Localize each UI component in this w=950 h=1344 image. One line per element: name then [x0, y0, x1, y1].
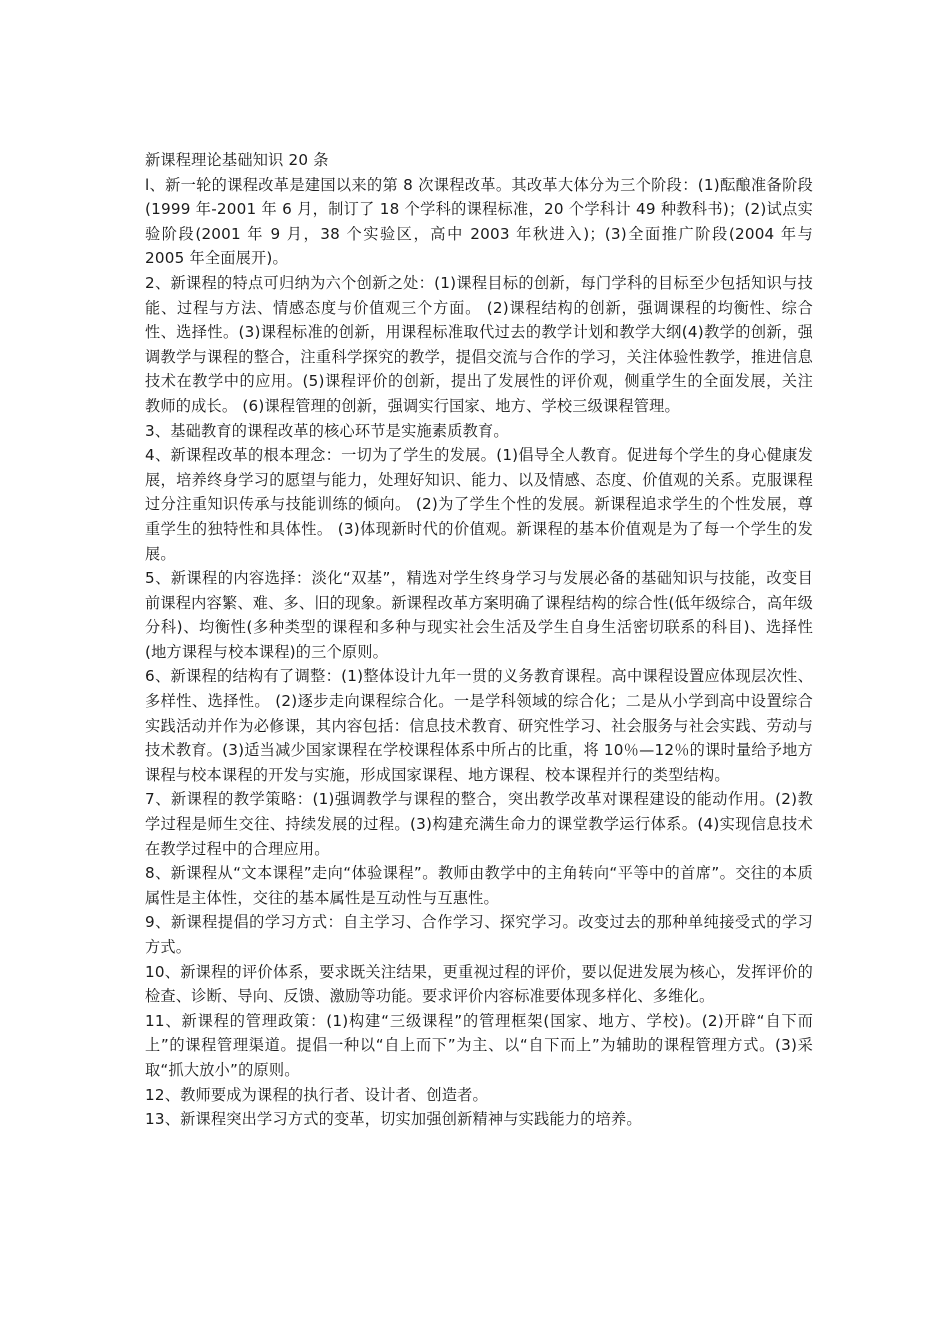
- paragraph-5: 5、新课程的内容选择：淡化“双基”，精选对学生终身学习与发展必备的基础知识与技能，改变目前课程内容繁、难、多、旧的现象。新课程改革方案明确了课程结构的综合性(低年级综合，高年级分科)、均衡性(多种类型的课程和多种与现实社会生活及学生自身生活密切联系的科目)、选择性(地方课程与校本课程)的三个原则。: [145, 569, 813, 661]
- paragraph-12: 12、教师要成为课程的执行者、设计者、创造者。: [145, 1085, 488, 1104]
- paragraph-2: 2、新课程的特点可归纳为六个创新之处：(1)课程目标的创新，每门学科的目标至少包括知识与技能、过程与方法、情感态度与价值观三个方面。 (2)课程结构的创新，强调课程的均衡性、综合性、选择性。(3)课程标准的创新，用课程标准取代过去的教学计划和教学大纲(4)教学的创新，强调教学与课程的整合，注重科学探究的教学，提倡交流与合作的学习，关注体验性教学，推进信息技术在教学中的应用。(5)课程评价的创新，提出了发展性的评价观，侧重学生的全面发展，关注教师的成长。 (6)课程管理的创新，强调实行国家、地方、学校三级课程管理。: [145, 273, 813, 415]
- document-page: [145, 148, 813, 1132]
- paragraph-10: 10、新课程的评价体系，要求既关注结果，更重视过程的评价，要以促进发展为核心，发挥评价的检查、诊断、导向、反馈、激励等功能。要求评价内容标准要体现多样化、多维化。: [145, 962, 813, 1006]
- paragraph-1: l、新一轮的课程改革是建国以来的第 8 次课程改革。其改革大体分为三个阶段：(1)酝酿准备阶段(1999 年-2001 年 6 月，制订了 18 个学科的课程标准，20 个学科计 49 种教科书)；(2)试点实验阶段(2001 年 9 月，38 个实验区，高中 2003 年秋进入)；(3)全面推广阶段(2004 年与 2005 年全面展开)。: [145, 175, 813, 268]
- document-title: 新课程理论基础知识 20 条: [145, 151, 329, 169]
- paragraph-8: 8、新课程从“文本课程”走向“体验课程”。教师由教学中的主角转向“平等中的首席”。交往的本质属性是主体性，交往的基本属性是互动性与互惠性。: [145, 864, 813, 907]
- paragraph-3: 3、基础教育的课程改革的核心环节是实施素质教育。: [145, 421, 509, 440]
- paragraph-11: 11、新课程的管理政策：(1)构建“三级课程”的管理框架(国家、地方、学校)。(2)开辟“自下而上”的课程管理渠道。提倡一种以“自上而下”为主、以“自下而上”为辅助的课程管理方式。(3)采取“抓大放小”的原则。: [145, 1011, 813, 1079]
- paragraph-4: 4、新课程改革的根本理念：一切为了学生的发展。(1)倡导全人教育。促进每个学生的身心健康发展，培养终身学习的愿望与能力，处理好知识、能力、以及情感、态度、价值观的关系。克服课程过分注重知识传承与技能训练的倾向。 (2)为了学生个性的发展。新课程追求学生的个性发展，尊重学生的独特性和具体性。 (3)体现新时代的价值观。新课程的基本价值观是为了每一个学生的发展。: [145, 446, 813, 563]
- paragraph-6: 6、新课程的结构有了调整：(1)整体设计九年一贯的义务教育课程。高中课程设置应体现层次性、多样性、选择性。 (2)逐步走向课程综合化。一是学科领域的综合化；二是从小学到高中设置综合实践活动并作为必修课，其内容包括：信息技术教育、研究性学习、社会服务与社会实践、劳动与技术教育。(3)适当减少国家课程在学校课程体系中所占的比重，将 10％—12％的课时量给予地方课程与校本课程的开发与实施，形成国家课程、地方课程、校本课程并行的类型结构。: [145, 667, 813, 784]
- paragraph-7: 7、新课程的教学策略：(1)强调教学与课程的整合，突出教学改革对课程建设的能动作用。(2)教学过程是师生交往、持续发展的过程。(3)构建充满生命力的课堂教学运行体系。(4)实现信息技术在教学过程中的合理应用。: [145, 790, 813, 858]
- paragraph-9: 9、新课程提倡的学习方式：自主学习、合作学习、探究学习。改变过去的那种单纯接受式的学习方式。: [145, 913, 813, 956]
- paragraph-13: 13、新课程突出学习方式的变革，切实加强创新精神与实践能力的培养。: [145, 1110, 642, 1129]
